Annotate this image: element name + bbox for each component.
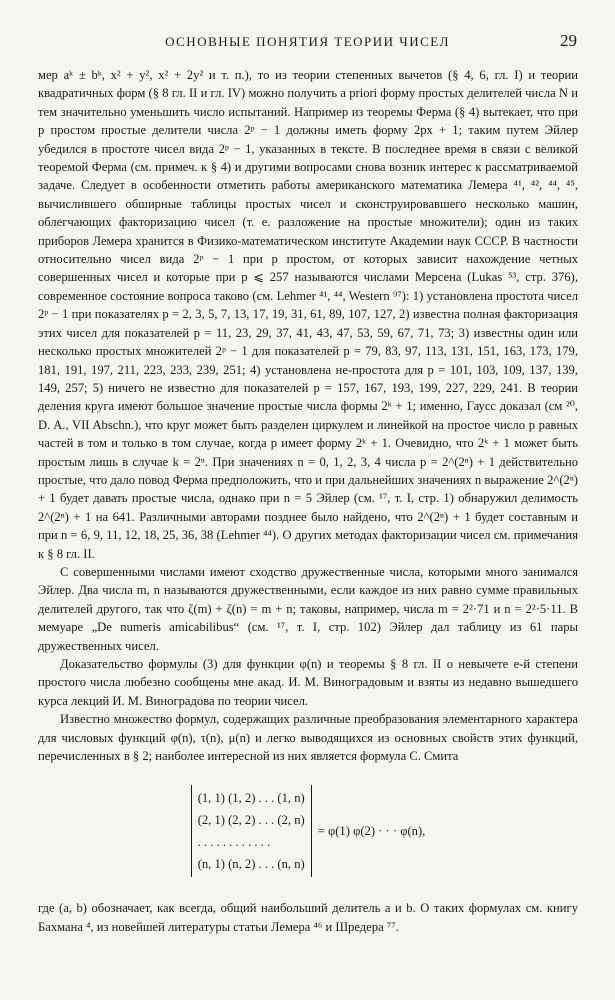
body-text — [38, 66, 578, 936]
matrix-row: (2, 1) (2, 2) . . . (2, n) — [197, 813, 305, 828]
paragraph: Известно множество формул, содержащих различные преобразования элементарного характера для числовых функций φ(n), τ(n), μ(n) и легко выводящихся из основных свойств этих функций, перечисленных в § 2; наиболее интересной из них является формула С. Смита — [38, 712, 578, 764]
matrix-row: . . . . . . . . . . . . — [197, 835, 271, 850]
matrix-row: (1, 1) (1, 2) . . . (1, n) — [197, 791, 305, 806]
paragraph: где (a, b) обозначает, как всегда, общий наибольший делитель a и b. О таких формулах см. книгу Бахмана ⁴, из новейшей литературы статьи Лемера ⁴⁶ и Шредера ⁷⁷. — [38, 901, 578, 934]
matrix-row: (n, 1) (n, 2) . . . (n, n) — [197, 857, 305, 872]
paragraph: С совершенными числами имеют сходство дружественные числа, которыми много занимался Эйлер. Два числа m, n называются дружественными, если каждое из них равно сумме правильных делителей другого, так что ζ(m) + ζ(n) = m + n; таковы, например, числа m = 2²·71 и n = 2²·5·11. В мемуаре „De numeris amicabilibus“ (см. ¹⁷, т. I, стр. 102) Эйлер дал таблицу из 61 пары дружественных чисел. — [38, 564, 578, 653]
paragraph: Доказательство формулы (3) для функции φ(n) и теоремы § 8 гл. II о невычете e-й степени простого числа любезно сообщены мне акад. И. М. Виноградовым и взяты из недавно вышедшего курса лекций И. М. Виноградова по теории чисел. — [38, 657, 578, 708]
page-header — [38, 32, 577, 54]
formula-rhs: = φ(1) φ(2) · · · φ(n), — [317, 824, 426, 839]
determinant-matrix — [191, 785, 312, 877]
running-title: ОСНОВНЫЕ ПОНЯТИЯ ТЕОРИИ ЧИСЕЛ — [165, 34, 450, 49]
paragraph: мер aᵏ ± bᵏ, x² + y², x² + 2y² и т. п.), то из теории степенных вычетов (§ 4, 6, гл. I) и теории квадратичных форм (§ 8 гл. II и гл. IV) можно получить a priori форму простых делителей числа N и тем значительно уменьшить число испытаний. Например из теоремы Ферма (§ 4) вытекает, что при p простом простые делители числа 2ᵖ − 1 должны иметь форму 2px + 1; таким путем Эйлер убедился в простоте чисел вида 2ᵖ − 1, указанных в тексте. В последнее время в связи с великой теоремой Ферма (см. примеч. к § 4) и другими вопросами снова возник интерес к рассматриваемой задаче. Следует в особенности отметить работы американского математика Лемера ⁴¹, ⁴², ⁴⁴, ⁴⁵, вычислившего обширные таблицы простых чисел и сконструировавшего несколько машин, облегчающих факторизацию чисел (т. е. разложение на простые множители); один из таких приборов Лемера хранится в Физико-математическом институте Академии наук СССР. В частности относительно чисел вида 2ᵖ − 1 при p простом, от которых зависит нахождение четных совершенных чисел и которые при p ⩽ 257 называются числами Мерсена (Lukas ⁵³, стр. 376), современное состояние вопроса таково (см. Lehmer ⁴¹, ⁴⁴, Western ⁹⁷): 1) установлена простота чисел 2ᵖ − 1 при показателях p = 2, 3, 5, 7, 13, 17, 19, 31, 61, 89, 107, 127, 2) известна полная факторизация этих чисел для показателей p = 11, 23, 29, 37, 41, 43, 47, 53, 59, 67, 71, 73; 3) известны один или несколько простых множителей 2ᵖ − 1 для показателей p = 79, 83, 97, 113, 131, 151, 163, 173, 179, 181, 191, 197, 211, 223, 233, 239, 251; 4) установлена не-простота для p = 101, 103, 109, 137, 139, 149, 257; 5) ничего не известно для показателей p = 157, 167, 193, 199, 227, 229, 241. В теории деления круга имеют большое значение простые числа формы 2ᵏ + 1; именно, Гаусс доказал (см ²⁰, D. A., VII Abschn.), что круг может быть разделен циркулем и линейкой на простое число p равных частей в том и только в том случае, когда p имеет форму 2ᵏ + 1. Очевидно, что 2ᵏ + 1 может быть простым лишь в случае k = 2ⁿ. При значениях n = 0, 1, 2, 3, 4 числа p = 2^(2ⁿ) + 1 действительно простые, что дало повод Ферма предположить, что и при дальнейших значениях n выражение 2^(2ⁿ) + 1 будет давать простые числа, однако при n = 5 Эйлер (см. ¹⁷, т. I, стр. 1) обнаружил делимость 2^(2ⁿ) + 1 на 641. Различными авторами позднее было найдено, что 2^(2ⁿ) + 1 будет составным и при n = 6, 9, 11, 12, 18, 25, 36, 38 (Lehmer ⁴⁴). О других методах факторизации чисел см. примечания к § 8 гл. II. — [38, 68, 578, 561]
smith-determinant-formula — [38, 769, 578, 893]
page-number: 29 — [560, 31, 577, 50]
